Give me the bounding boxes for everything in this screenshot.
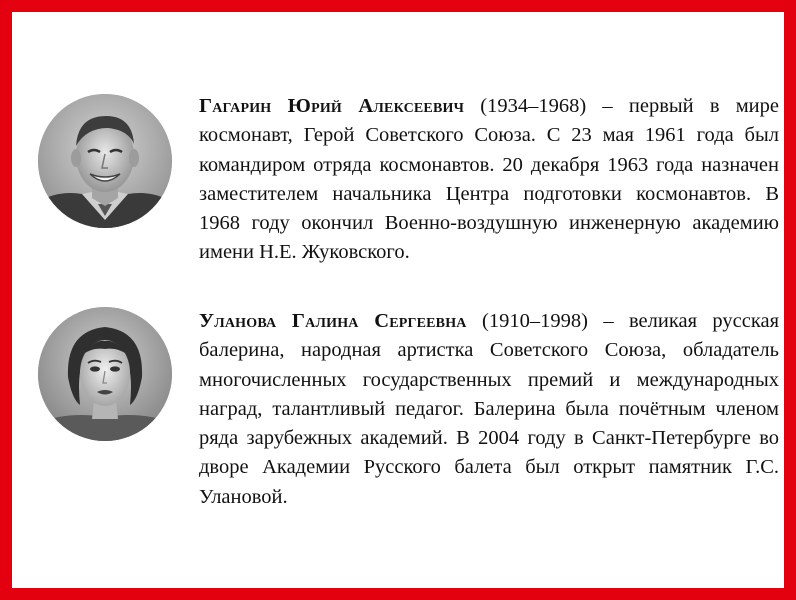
portrait-photo-ulanova <box>38 307 172 441</box>
portrait-image-gagarin <box>38 94 172 228</box>
portrait-photo-gagarin <box>38 94 172 228</box>
biography-body-ulanova: (1910–1998) – великая русская балерина, народная артистка Советского Союза, обладатель многочисленных государственных премий и международных наград, талантливый педагог. Балерина была почётным членом ряда зарубежных академий. В 2004 году в Санкт-Петербурге во дворе Академии Русского балета был открыт памятник Г.С. Улановой. <box>199 310 780 508</box>
portrait-image-ulanova <box>38 307 172 441</box>
biography-body-gagarin: (1934–1968) – первый в мире космонавт, Герой Советского Союза. С 23 мая 1961 года был командиром отряда космонавтов. 20 декабря 1963 года назначен заместителем начальника Центра подготовки космонавтов. В 1968 году окончил Военно-воздушную инженерную академию имени Н.Е. Жуковского. <box>199 95 780 264</box>
person-name-gagarin: Гагарин Юрий Алексеевич <box>199 95 465 117</box>
biography-text-ulanova <box>199 307 779 512</box>
person-name-ulanova: Уланова Галина Сергеевна <box>199 310 467 332</box>
biography-text-gagarin <box>199 92 779 268</box>
